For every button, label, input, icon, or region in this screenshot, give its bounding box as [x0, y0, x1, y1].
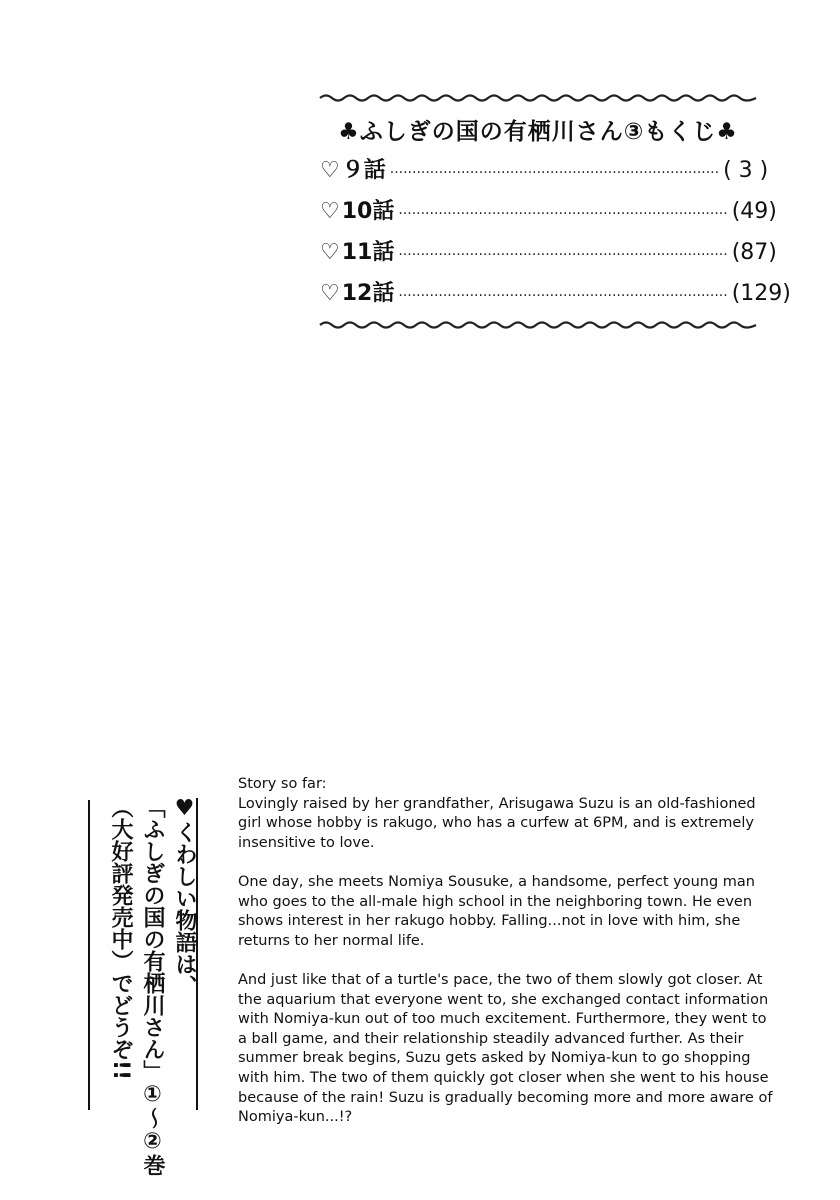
note-line-2: 「ふしぎの国の有栖川さん」①〜②巻 — [140, 796, 165, 1176]
heart-icon: ♡ — [320, 240, 340, 265]
toc-leader-dots: ·········································································· — [398, 206, 728, 222]
toc-entry-page: (49) — [731, 199, 777, 224]
table-of-contents — [320, 93, 791, 330]
heart-icon: ♡ — [320, 281, 340, 306]
heart-icon: ♡ — [320, 199, 340, 224]
toc-leader-dots: ·········································································· — [398, 247, 728, 263]
toc-entry[interactable] — [320, 150, 769, 191]
vertical-series-note — [104, 796, 200, 1176]
toc-leader-dots: ·········································································· — [398, 288, 728, 304]
story-paragraph: One day, she meets Nomiya Sousuke, a handsome, perfect young man who goes to the all-male high school in the neighboring town. He even shows interest in her rakugo hobby. Falling...not in love with him, she returns to her normal life. — [238, 873, 755, 949]
heart-icon: ♡ — [320, 158, 340, 183]
note-line-1: ♥くわしい物語は、 — [172, 796, 197, 997]
toc-entry-label: 10話 — [341, 199, 395, 224]
toc-entry-label: ９話 — [341, 158, 386, 183]
bottom-ornament-border — [320, 320, 756, 330]
toc-entry-page: ( 3 ) — [723, 158, 769, 183]
story-paragraph: And just like that of a turtle's pace, the two of them slowly got closer. At the aquarium that everyone went to, she exchanged contact information with Nomiya-kun out of too much excitement. Furthermore, they went to a ball game, and their relationship steadily advanced further. As their summer break begins, Suzu gets asked by Nomiya-kun to go shopping with him. The two of them quickly got closer when she went to his house because of the rain! Suzu is gradually becoming more and more aware of Nomiya-kun...!? — [238, 971, 773, 1126]
toc-entry[interactable] — [320, 232, 777, 273]
story-heading: Story so far: — [238, 776, 327, 792]
toc-leader-dots: ·········································································· — [389, 165, 720, 181]
toc-entry-label: 12話 — [341, 281, 395, 306]
vertical-divider-left — [88, 800, 90, 1110]
toc-entry-page: (87) — [731, 240, 777, 265]
toc-entry[interactable] — [320, 191, 777, 232]
top-ornament-border — [320, 93, 756, 103]
toc-entry-label: 11話 — [341, 240, 395, 265]
toc-entry-page: (129) — [731, 281, 791, 306]
story-so-far — [238, 775, 778, 1147]
toc-title: ♣ふしぎの国の有栖川さん③もくじ♣ — [338, 119, 738, 145]
story-paragraph: Lovingly raised by her grandfather, Arisugawa Suzu is an old-fashioned girl whose hobby is rakugo, who has a curfew at 6PM, and is extremely insensitive to love. — [238, 795, 756, 851]
note-line-3: （大好評発売中）でどうぞ!! — [108, 796, 133, 1081]
toc-entry[interactable] — [320, 273, 791, 314]
